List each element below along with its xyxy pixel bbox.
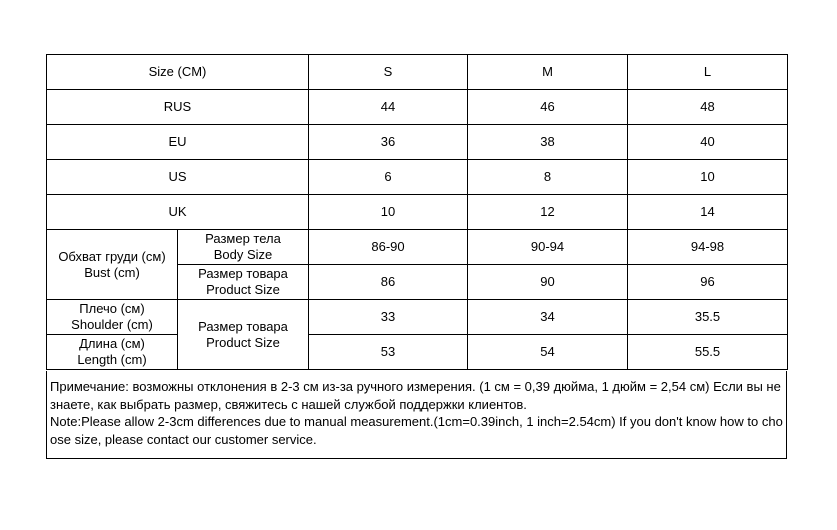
- table-cell: 94-98: [628, 230, 788, 265]
- table-cell: 38: [468, 125, 628, 160]
- header-size-m: M: [468, 55, 628, 90]
- table-cell: 35.5: [628, 300, 788, 335]
- table-row: [47, 230, 788, 265]
- body-size-label: [178, 230, 309, 265]
- bust-label-en: Bust (cm): [84, 264, 140, 280]
- size-chart-table: [46, 54, 788, 370]
- table-row: [47, 160, 788, 195]
- table-cell: 53: [309, 335, 468, 370]
- table-row: [47, 125, 788, 160]
- bust-product-size-label-en: Product Size: [206, 282, 280, 297]
- bust-product-size-label-ru: Размер товара: [198, 266, 288, 281]
- table-cell: 90-94: [468, 230, 628, 265]
- header-size-s: S: [309, 55, 468, 90]
- measurement-note: [46, 371, 787, 459]
- table-cell: 33: [309, 300, 468, 335]
- row-label-us: US: [47, 160, 309, 195]
- shoulder-label: [47, 300, 178, 335]
- length-label: [47, 335, 178, 370]
- table-cell: 44: [309, 90, 468, 125]
- table-cell: 12: [468, 195, 628, 230]
- table-cell: 40: [628, 125, 788, 160]
- note-en: Note:Please allow 2-3cm differences due to manual measurement.(1cm=0.39inch, 1 inch=2.54cm) If you don't know how to choose size, please contact our customer service.: [50, 414, 783, 447]
- table-cell: 10: [628, 160, 788, 195]
- table-row: [47, 90, 788, 125]
- body-size-label-en: Body Size: [213, 247, 273, 262]
- table-row: [47, 300, 788, 335]
- product-size-label: [178, 300, 309, 370]
- table-cell: 14: [628, 195, 788, 230]
- product-size-label-ru: Размер товара: [198, 318, 288, 334]
- table-row: [47, 335, 788, 370]
- table-cell: 54: [468, 335, 628, 370]
- table-cell: 46: [468, 90, 628, 125]
- length-label-en: Length (cm): [77, 352, 147, 367]
- table-row: [47, 195, 788, 230]
- row-label-uk: UK: [47, 195, 309, 230]
- length-label-ru: Длина (см): [79, 336, 145, 351]
- table-cell: 8: [468, 160, 628, 195]
- bust-label-ru: Обхват груди (см): [58, 248, 166, 264]
- note-ru: Примечание: возможны отклонения в 2-3 см из-за ручного измерения. (1 см = 0,39 дюйма, 1 дюйм = 2,54 см) Если вы не знаете, как выбрать размер, свяжитесь с нашей службой поддержки клиентов.: [50, 379, 781, 412]
- header-size-l: L: [628, 55, 788, 90]
- header-label: Size (CM): [47, 55, 309, 90]
- header-row: [47, 55, 788, 90]
- shoulder-label-ru: Плечо (см): [79, 301, 145, 316]
- table-cell: 10: [309, 195, 468, 230]
- table-cell: 48: [628, 90, 788, 125]
- table-cell: 55.5: [628, 335, 788, 370]
- bust-label: [47, 230, 178, 300]
- table-cell: 6: [309, 160, 468, 195]
- shoulder-label-en: Shoulder (cm): [71, 317, 153, 332]
- row-label-rus: RUS: [47, 90, 309, 125]
- table-cell: 86-90: [309, 230, 468, 265]
- row-label-eu: EU: [47, 125, 309, 160]
- product-size-label-en: Product Size: [206, 334, 280, 350]
- table-cell: 86: [309, 265, 468, 300]
- body-size-label-ru: Размер тела: [205, 231, 281, 246]
- table-cell: 36: [309, 125, 468, 160]
- table-cell: 34: [468, 300, 628, 335]
- table-cell: 90: [468, 265, 628, 300]
- bust-product-size-label: [178, 265, 309, 300]
- table-cell: 96: [628, 265, 788, 300]
